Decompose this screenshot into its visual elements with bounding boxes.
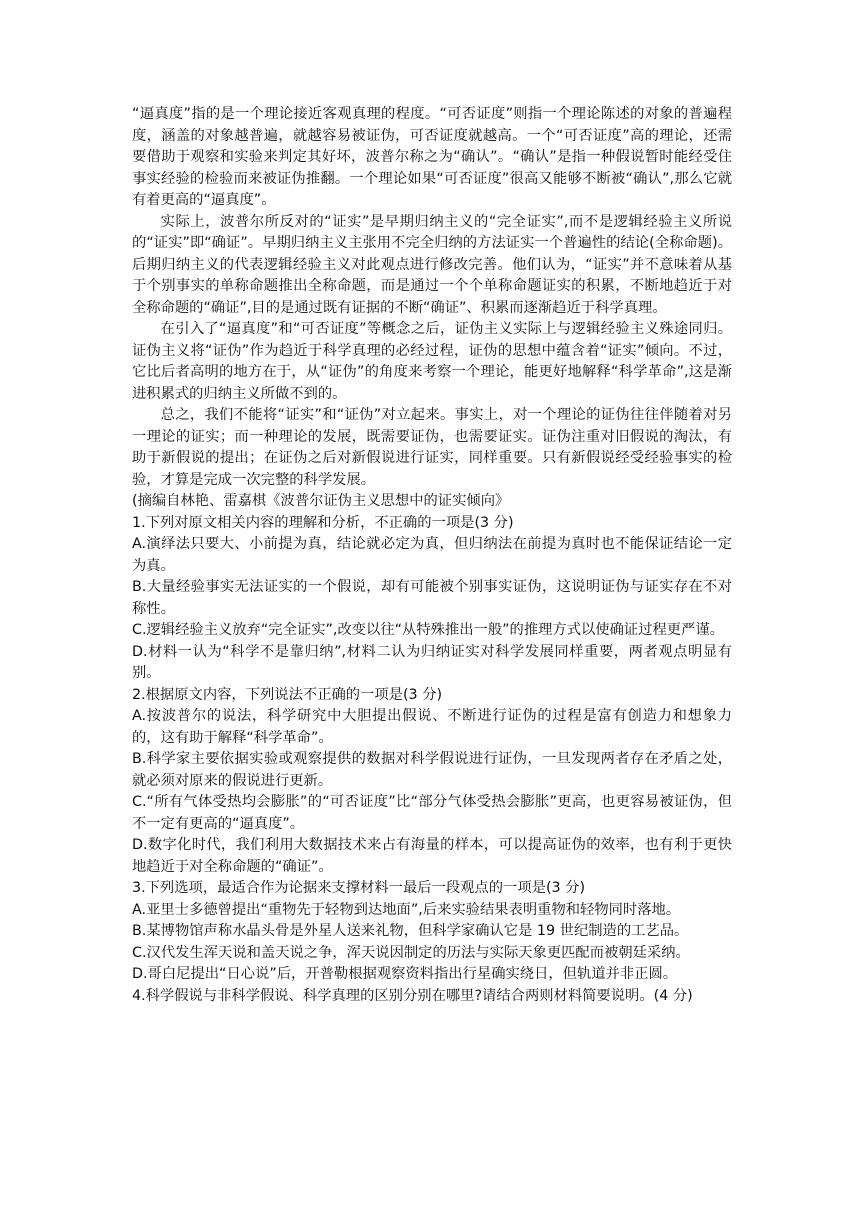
option-c: C.汉代发生浑天说和盖天说之争，浑天说因制定的历法与实际天象更匹配而被朝廷采纳。 xyxy=(132,944,690,961)
question-1 xyxy=(132,513,732,685)
option-a: A.亚里士多德曾提出“重物先于轻物到达地面”,后来实验结果表明重物和轻物同时落地。 xyxy=(132,901,681,918)
question-2 xyxy=(132,685,732,879)
question-stem: 4.科学假说与非科学假说、科学真理的区别分别在哪里?请结合两则材料简要说明。(4 分) xyxy=(132,987,693,1004)
question-stem: 1.下列对原文相关内容的理解和分析，不正确的一项是(3 分) xyxy=(132,514,514,531)
option-c: C.逻辑经验主义放弃“完全证实”,改变以往“从特殊推出一般”的推理方式以使确证过程更严谨。 xyxy=(132,622,724,638)
option-d: D.数字化时代，我们利用大数据技术来占有海量的样本，可以提高证伪的效率，也有利于更快地趋近于对全称命题的“确证”。 xyxy=(132,837,732,875)
passage-source: (摘编自林艳、雷嘉棋《波普尔证伪主义思想中的证实倾向》 xyxy=(132,493,510,509)
option-d: D.哥白尼提出“日心说”后，开普勒根据观察资料指出行星确实绕日，但轨道并非正圆。 xyxy=(132,966,678,982)
passage-paragraph-2: 实际上，波普尔所反对的“证实”是早期归纳主义的“完全证实”,而不是逻辑经验主义所说的“证实”即“确证”。早期归纳主义主张用不完全归纳的方法证实一个普遍性的结论(全称命题)。后期归纳主义的代表逻辑经验主义对此观点进行修改完善。他们认为，“证实”并不意味着从基于个别事实的单称命题推出全称命题，而是通过一个个单称命题证实的积累，不断地趋近于对全称命题的“确证”,目的是通过既有证据的不断“确证”、积累而逐渐趋近于科学真理。 xyxy=(132,213,732,316)
option-a: A.按波普尔的说法，科学研究中大胆提出假说、不断进行证伪的过程是富有创造力和想象力的，这有助于解释“科学革命”。 xyxy=(132,708,732,746)
question-stem: 3.下列选项，最适合作为论据来支撑材料一最后一段观点的一项是(3 分) xyxy=(132,880,586,896)
question-4 xyxy=(132,986,732,1008)
option-b: B.大量经验事实无法证实的一个假说，却有可能被个别事实证伪，这说明证伪与证实存在不对称性。 xyxy=(132,579,732,617)
question-3 xyxy=(132,878,732,986)
option-d: D.材料一认为“科学不是靠归纳”,材料二认为归纳证实对科学发展同样重要，两者观点明显有别。 xyxy=(132,643,732,681)
question-stem: 2.根据原文内容，下列说法不正确的一项是(3 分) xyxy=(132,686,443,703)
option-b: B.某博物馆声称水晶头骨是外星人送来礼物，但科学家确认它是 19 世纪制造的工艺品。 xyxy=(132,923,689,939)
option-a: A.演绎法只要大、小前提为真，结论就必定为真，但归纳法在前提为真时也不能保证结论一定为真。 xyxy=(132,536,732,574)
option-c: C.“所有气体受热均会膨胀”的“可否证度”比“部分气体受热会膨胀”更高，也更容易被证伪，但不一定有更高的“逼真度”。 xyxy=(132,794,732,832)
passage-paragraph-4: 总之，我们不能将“证实”和“证伪”对立起来。事实上，对一个理论的证伪往往伴随着对另一理论的证实；而一种理论的发展，既需要证伪，也需要证实。证伪注重对旧假说的淘汰，有助于新假说的提出；在证伪之后对新假说进行证实，同样重要。只有新假说经受经验事实的检验，才算是完成一次完整的科学发展。 xyxy=(132,407,732,488)
passage-paragraph-1: “逼真度”指的是一个理论接近客观真理的程度。“可否证度”则指一个理论陈述的对象的普遍程度，涵盖的对象越普遍，就越容易被证伪，可否证度就越高。一个“可否证度”高的理论，还需要借助于观察和实验来判定其好坏，波普尔称之为“确认”。“确认”是指一种假说暂时能经受住事实经验的检验而来被证伪推翻。一个理论如果“可否证度”很高又能够不断被“确认”,那么它就有着更高的“逼真度”。 xyxy=(132,106,732,208)
option-b: B.科学家主要依据实验或观察提供的数据对科学假说进行证伪，一旦发现两者存在矛盾之处，就必须对原来的假说进行更新。 xyxy=(132,751,732,789)
passage-paragraph-3: 在引入了“逼真度”和“可否证度”等概念之后，证伪主义实际上与逻辑经验主义殊途同归。证伪主义将“证伪”作为趋近于科学真理的必经过程，证伪的思想中蕴含着“证实”倾向。不过，它比后者高明的地方在于，从“证伪”的角度来考察一个理论，能更好地解释“科学革命”,这是渐进积累式的归纳主义所做不到的。 xyxy=(132,321,732,402)
